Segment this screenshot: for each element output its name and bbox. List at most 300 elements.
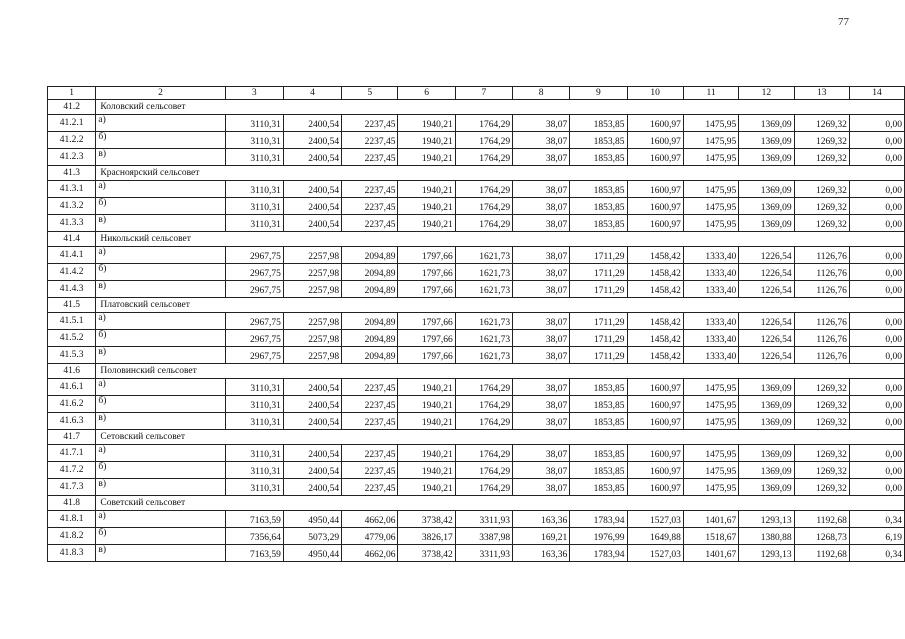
section-code: 41.3 — [48, 166, 96, 181]
row-label: б) — [96, 396, 225, 413]
row-code: 41.7.1 — [48, 445, 96, 462]
value-cell: 1764,29 — [455, 115, 512, 132]
value-cell: 1711,29 — [570, 281, 627, 298]
value-cell: 1853,85 — [570, 462, 627, 479]
value-cell: 1621,73 — [455, 264, 512, 281]
value-cell: 4662,06 — [342, 545, 398, 562]
section-row — [48, 232, 905, 247]
value-cell: 1369,09 — [739, 181, 794, 198]
row-code: 41.6.2 — [48, 396, 96, 413]
row-code: 41.4.2 — [48, 264, 96, 281]
value-cell: 6,19 — [849, 528, 904, 545]
value-cell: 1269,32 — [794, 149, 849, 166]
value-cell: 1369,09 — [739, 396, 794, 413]
value-cell: 2237,45 — [342, 149, 398, 166]
value-cell: 1226,54 — [739, 313, 794, 330]
value-cell: 1293,13 — [739, 545, 794, 562]
section-name: Половинский сельсовет — [96, 364, 905, 379]
page-number: 77 — [838, 16, 849, 28]
value-cell: 1600,97 — [627, 132, 683, 149]
table-row — [48, 347, 905, 364]
value-cell: 2400,54 — [283, 445, 341, 462]
section-row — [48, 496, 905, 511]
value-cell: 1621,73 — [455, 281, 512, 298]
value-cell: 38,07 — [513, 198, 570, 215]
value-cell: 0,00 — [849, 181, 904, 198]
value-cell: 38,07 — [513, 247, 570, 264]
section-code: 41.4 — [48, 232, 96, 247]
value-cell: 0,00 — [849, 149, 904, 166]
value-cell: 1711,29 — [570, 313, 627, 330]
value-cell: 1192,68 — [794, 511, 849, 528]
section-code: 41.2 — [48, 100, 96, 115]
value-cell: 2094,89 — [342, 247, 398, 264]
column-header: 11 — [683, 87, 738, 100]
value-cell: 1126,76 — [794, 281, 849, 298]
value-cell: 1269,32 — [794, 115, 849, 132]
column-header: 8 — [513, 87, 570, 100]
value-cell: 38,07 — [513, 445, 570, 462]
value-cell: 1853,85 — [570, 115, 627, 132]
table-row — [48, 413, 905, 430]
row-code: 41.5.2 — [48, 330, 96, 347]
row-code: 41.3.3 — [48, 215, 96, 232]
row-label: в) — [96, 545, 225, 562]
value-cell: 38,07 — [513, 264, 570, 281]
value-cell: 1600,97 — [627, 479, 683, 496]
section-code: 41.5 — [48, 298, 96, 313]
value-cell: 163,36 — [513, 545, 570, 562]
row-label: в) — [96, 347, 225, 364]
value-cell: 1475,95 — [683, 115, 738, 132]
value-cell: 1621,73 — [455, 313, 512, 330]
value-cell: 1783,94 — [570, 545, 627, 562]
value-cell: 0,00 — [849, 215, 904, 232]
value-cell: 7163,59 — [225, 545, 283, 562]
value-cell: 1293,13 — [739, 511, 794, 528]
value-cell: 38,07 — [513, 132, 570, 149]
value-cell: 1269,32 — [794, 181, 849, 198]
value-cell: 1458,42 — [627, 313, 683, 330]
value-cell: 1764,29 — [455, 479, 512, 496]
value-cell: 0,00 — [849, 396, 904, 413]
value-cell: 3110,31 — [225, 479, 283, 496]
value-cell: 169,21 — [513, 528, 570, 545]
value-cell: 7356,64 — [225, 528, 283, 545]
value-cell: 1527,03 — [627, 511, 683, 528]
value-cell: 1269,32 — [794, 413, 849, 430]
value-cell: 3110,31 — [225, 149, 283, 166]
value-cell: 1600,97 — [627, 215, 683, 232]
value-cell: 163,36 — [513, 511, 570, 528]
value-cell: 2237,45 — [342, 396, 398, 413]
value-cell: 1126,76 — [794, 313, 849, 330]
value-cell: 1853,85 — [570, 379, 627, 396]
value-cell: 7163,59 — [225, 511, 283, 528]
row-label: а) — [96, 445, 225, 462]
value-cell: 38,07 — [513, 149, 570, 166]
value-cell: 1269,32 — [794, 396, 849, 413]
value-cell: 1940,21 — [398, 479, 455, 496]
value-cell: 0,00 — [849, 247, 904, 264]
value-cell: 1475,95 — [683, 479, 738, 496]
value-cell: 1333,40 — [683, 330, 738, 347]
value-cell: 1976,99 — [570, 528, 627, 545]
value-cell: 1269,32 — [794, 445, 849, 462]
value-cell: 1940,21 — [398, 149, 455, 166]
value-cell: 1797,66 — [398, 330, 455, 347]
value-cell: 3110,31 — [225, 445, 283, 462]
value-cell: 1333,40 — [683, 264, 738, 281]
value-cell: 2237,45 — [342, 413, 398, 430]
row-code: 41.3.2 — [48, 198, 96, 215]
value-cell: 1853,85 — [570, 198, 627, 215]
table-row — [48, 281, 905, 298]
row-code: 41.5.1 — [48, 313, 96, 330]
value-cell: 1797,66 — [398, 347, 455, 364]
value-cell: 1940,21 — [398, 215, 455, 232]
value-cell: 1764,29 — [455, 462, 512, 479]
table-row — [48, 264, 905, 281]
value-cell: 1853,85 — [570, 149, 627, 166]
value-cell: 1269,32 — [794, 132, 849, 149]
value-cell: 1764,29 — [455, 413, 512, 430]
value-cell: 1269,32 — [794, 198, 849, 215]
row-code: 41.6.1 — [48, 379, 96, 396]
column-header-row — [48, 87, 905, 100]
value-cell: 2237,45 — [342, 379, 398, 396]
value-cell: 4779,06 — [342, 528, 398, 545]
value-cell: 3110,31 — [225, 132, 283, 149]
row-code: 41.7.2 — [48, 462, 96, 479]
column-header: 10 — [627, 87, 683, 100]
value-cell: 1764,29 — [455, 445, 512, 462]
value-cell: 2237,45 — [342, 462, 398, 479]
value-cell: 1475,95 — [683, 198, 738, 215]
value-cell: 1853,85 — [570, 445, 627, 462]
value-cell: 1458,42 — [627, 247, 683, 264]
value-cell: 2967,75 — [225, 313, 283, 330]
value-cell: 1711,29 — [570, 330, 627, 347]
value-cell: 1940,21 — [398, 413, 455, 430]
value-cell: 0,00 — [849, 330, 904, 347]
value-cell: 0,34 — [849, 545, 904, 562]
value-cell: 1369,09 — [739, 198, 794, 215]
row-label: а) — [96, 511, 225, 528]
value-cell: 2400,54 — [283, 379, 341, 396]
value-cell: 1226,54 — [739, 347, 794, 364]
value-cell: 1600,97 — [627, 462, 683, 479]
section-row — [48, 100, 905, 115]
value-cell: 2237,45 — [342, 445, 398, 462]
value-cell: 0,00 — [849, 115, 904, 132]
value-cell: 1369,09 — [739, 379, 794, 396]
value-cell: 3826,17 — [398, 528, 455, 545]
value-cell: 1226,54 — [739, 247, 794, 264]
value-cell: 2400,54 — [283, 181, 341, 198]
row-label: б) — [96, 330, 225, 347]
row-code: 41.2.3 — [48, 149, 96, 166]
table-row — [48, 132, 905, 149]
row-label: а) — [96, 313, 225, 330]
value-cell: 1853,85 — [570, 132, 627, 149]
table-row — [48, 149, 905, 166]
section-row — [48, 298, 905, 313]
value-cell: 1940,21 — [398, 115, 455, 132]
table-body — [48, 87, 905, 562]
value-cell: 1369,09 — [739, 462, 794, 479]
row-label: в) — [96, 149, 225, 166]
value-cell: 1475,95 — [683, 215, 738, 232]
value-cell: 3311,93 — [455, 545, 512, 562]
value-cell: 2400,54 — [283, 215, 341, 232]
value-cell: 1783,94 — [570, 511, 627, 528]
column-header: 13 — [794, 87, 849, 100]
row-code: 41.5.3 — [48, 347, 96, 364]
value-cell: 1226,54 — [739, 264, 794, 281]
value-cell: 1527,03 — [627, 545, 683, 562]
table-row — [48, 181, 905, 198]
value-cell: 1192,68 — [794, 545, 849, 562]
value-cell: 38,07 — [513, 413, 570, 430]
value-cell: 1853,85 — [570, 413, 627, 430]
value-cell: 2237,45 — [342, 215, 398, 232]
value-cell: 1475,95 — [683, 181, 738, 198]
value-cell: 3110,31 — [225, 198, 283, 215]
column-header: 7 — [455, 87, 512, 100]
value-cell: 3110,31 — [225, 413, 283, 430]
value-cell: 1369,09 — [739, 132, 794, 149]
value-cell: 0,00 — [849, 379, 904, 396]
value-cell: 1369,09 — [739, 215, 794, 232]
value-cell: 2094,89 — [342, 347, 398, 364]
value-cell: 2237,45 — [342, 181, 398, 198]
value-cell: 1458,42 — [627, 347, 683, 364]
value-cell: 4950,44 — [283, 511, 341, 528]
value-cell: 2400,54 — [283, 198, 341, 215]
value-cell: 1269,32 — [794, 479, 849, 496]
section-row — [48, 364, 905, 379]
value-cell: 1621,73 — [455, 347, 512, 364]
row-label: в) — [96, 413, 225, 430]
row-code: 41.4.3 — [48, 281, 96, 298]
column-header: 4 — [283, 87, 341, 100]
value-cell: 4950,44 — [283, 545, 341, 562]
value-cell: 38,07 — [513, 281, 570, 298]
row-label: а) — [96, 379, 225, 396]
value-cell: 0,00 — [849, 313, 904, 330]
section-code: 41.8 — [48, 496, 96, 511]
section-row — [48, 166, 905, 181]
value-cell: 38,07 — [513, 462, 570, 479]
section-row — [48, 430, 905, 445]
row-label: б) — [96, 462, 225, 479]
section-name: Коловский сельсовет — [96, 100, 905, 115]
value-cell: 3387,98 — [455, 528, 512, 545]
value-cell: 1797,66 — [398, 313, 455, 330]
value-cell: 1853,85 — [570, 396, 627, 413]
value-cell: 2400,54 — [283, 149, 341, 166]
section-name: Платовский сельсовет — [96, 298, 905, 313]
value-cell: 3110,31 — [225, 462, 283, 479]
table-row — [48, 215, 905, 232]
value-cell: 38,07 — [513, 313, 570, 330]
value-cell: 38,07 — [513, 479, 570, 496]
row-label: в) — [96, 281, 225, 298]
value-cell: 3110,31 — [225, 396, 283, 413]
value-cell: 2257,98 — [283, 347, 341, 364]
value-cell: 2967,75 — [225, 281, 283, 298]
value-cell: 2400,54 — [283, 115, 341, 132]
section-name: Советский сельсовет — [96, 496, 905, 511]
row-code: 41.4.1 — [48, 247, 96, 264]
column-header: 5 — [342, 87, 398, 100]
row-label: б) — [96, 528, 225, 545]
value-cell: 1764,29 — [455, 215, 512, 232]
value-cell: 1764,29 — [455, 149, 512, 166]
row-code: 41.6.3 — [48, 413, 96, 430]
value-cell: 1380,88 — [739, 528, 794, 545]
value-cell: 1518,67 — [683, 528, 738, 545]
row-code: 41.2.2 — [48, 132, 96, 149]
value-cell: 0,00 — [849, 413, 904, 430]
value-cell: 1126,76 — [794, 347, 849, 364]
value-cell: 0,00 — [849, 347, 904, 364]
value-cell: 2237,45 — [342, 198, 398, 215]
row-code: 41.8.2 — [48, 528, 96, 545]
row-code: 41.8.3 — [48, 545, 96, 562]
value-cell: 0,34 — [849, 511, 904, 528]
table-row — [48, 396, 905, 413]
column-header: 14 — [849, 87, 904, 100]
value-cell: 3738,42 — [398, 545, 455, 562]
row-label: б) — [96, 198, 225, 215]
row-label: а) — [96, 247, 225, 264]
value-cell: 1764,29 — [455, 181, 512, 198]
value-cell: 1401,67 — [683, 511, 738, 528]
row-code: 41.8.1 — [48, 511, 96, 528]
value-cell: 1369,09 — [739, 149, 794, 166]
value-cell: 2400,54 — [283, 479, 341, 496]
value-cell: 3311,93 — [455, 511, 512, 528]
value-cell: 1475,95 — [683, 462, 738, 479]
value-cell: 1226,54 — [739, 330, 794, 347]
table-row — [48, 247, 905, 264]
value-cell: 1369,09 — [739, 115, 794, 132]
value-cell: 2094,89 — [342, 281, 398, 298]
value-cell: 1797,66 — [398, 281, 455, 298]
value-cell: 3110,31 — [225, 115, 283, 132]
value-cell: 1764,29 — [455, 396, 512, 413]
value-cell: 0,00 — [849, 462, 904, 479]
value-cell: 1269,32 — [794, 462, 849, 479]
value-cell: 1711,29 — [570, 264, 627, 281]
value-cell: 3110,31 — [225, 181, 283, 198]
table-row — [48, 115, 905, 132]
row-label: а) — [96, 181, 225, 198]
value-cell: 38,07 — [513, 215, 570, 232]
section-name: Красноярский сельсовет — [96, 166, 905, 181]
row-label: а) — [96, 115, 225, 132]
value-cell: 2400,54 — [283, 462, 341, 479]
value-cell: 1940,21 — [398, 396, 455, 413]
value-cell: 38,07 — [513, 396, 570, 413]
value-cell: 2400,54 — [283, 396, 341, 413]
value-cell: 2967,75 — [225, 347, 283, 364]
value-cell: 1853,85 — [570, 215, 627, 232]
column-header: 12 — [739, 87, 794, 100]
value-cell: 1764,29 — [455, 132, 512, 149]
value-cell: 1369,09 — [739, 445, 794, 462]
value-cell: 2094,89 — [342, 264, 398, 281]
value-cell: 2237,45 — [342, 132, 398, 149]
column-header: 6 — [398, 87, 455, 100]
value-cell: 1369,09 — [739, 479, 794, 496]
value-cell: 1475,95 — [683, 413, 738, 430]
value-cell: 0,00 — [849, 198, 904, 215]
value-cell: 1126,76 — [794, 247, 849, 264]
value-cell: 1600,97 — [627, 198, 683, 215]
table-row — [48, 379, 905, 396]
section-code: 41.6 — [48, 364, 96, 379]
table-row — [48, 330, 905, 347]
value-cell: 0,00 — [849, 132, 904, 149]
column-header: 1 — [48, 87, 96, 100]
value-cell: 1797,66 — [398, 264, 455, 281]
table-row — [48, 528, 905, 545]
value-cell: 2094,89 — [342, 330, 398, 347]
row-label: в) — [96, 479, 225, 496]
value-cell: 2257,98 — [283, 330, 341, 347]
value-cell: 1333,40 — [683, 313, 738, 330]
value-cell: 38,07 — [513, 330, 570, 347]
value-cell: 1600,97 — [627, 181, 683, 198]
value-cell: 1940,21 — [398, 379, 455, 396]
value-cell: 1797,66 — [398, 247, 455, 264]
value-cell: 5073,29 — [283, 528, 341, 545]
value-cell: 1333,40 — [683, 247, 738, 264]
column-header: 3 — [225, 87, 283, 100]
value-cell: 1940,21 — [398, 198, 455, 215]
value-cell: 1475,95 — [683, 445, 738, 462]
value-cell: 0,00 — [849, 479, 904, 496]
row-label: б) — [96, 264, 225, 281]
value-cell: 3738,42 — [398, 511, 455, 528]
value-cell: 1940,21 — [398, 445, 455, 462]
value-cell: 1600,97 — [627, 413, 683, 430]
column-header: 9 — [570, 87, 627, 100]
value-cell: 1369,09 — [739, 413, 794, 430]
value-cell: 1475,95 — [683, 149, 738, 166]
value-cell: 1475,95 — [683, 132, 738, 149]
row-code: 41.2.1 — [48, 115, 96, 132]
value-cell: 1226,54 — [739, 281, 794, 298]
section-code: 41.7 — [48, 430, 96, 445]
value-cell: 1940,21 — [398, 132, 455, 149]
value-cell: 1649,88 — [627, 528, 683, 545]
table-row — [48, 445, 905, 462]
tariff-table — [47, 86, 905, 562]
value-cell: 2257,98 — [283, 313, 341, 330]
value-cell: 2257,98 — [283, 247, 341, 264]
value-cell: 3110,31 — [225, 379, 283, 396]
table-row — [48, 545, 905, 562]
section-name: Сетовский сельсовет — [96, 430, 905, 445]
table-row — [48, 313, 905, 330]
value-cell: 1940,21 — [398, 462, 455, 479]
value-cell: 1940,21 — [398, 181, 455, 198]
value-cell: 1600,97 — [627, 445, 683, 462]
